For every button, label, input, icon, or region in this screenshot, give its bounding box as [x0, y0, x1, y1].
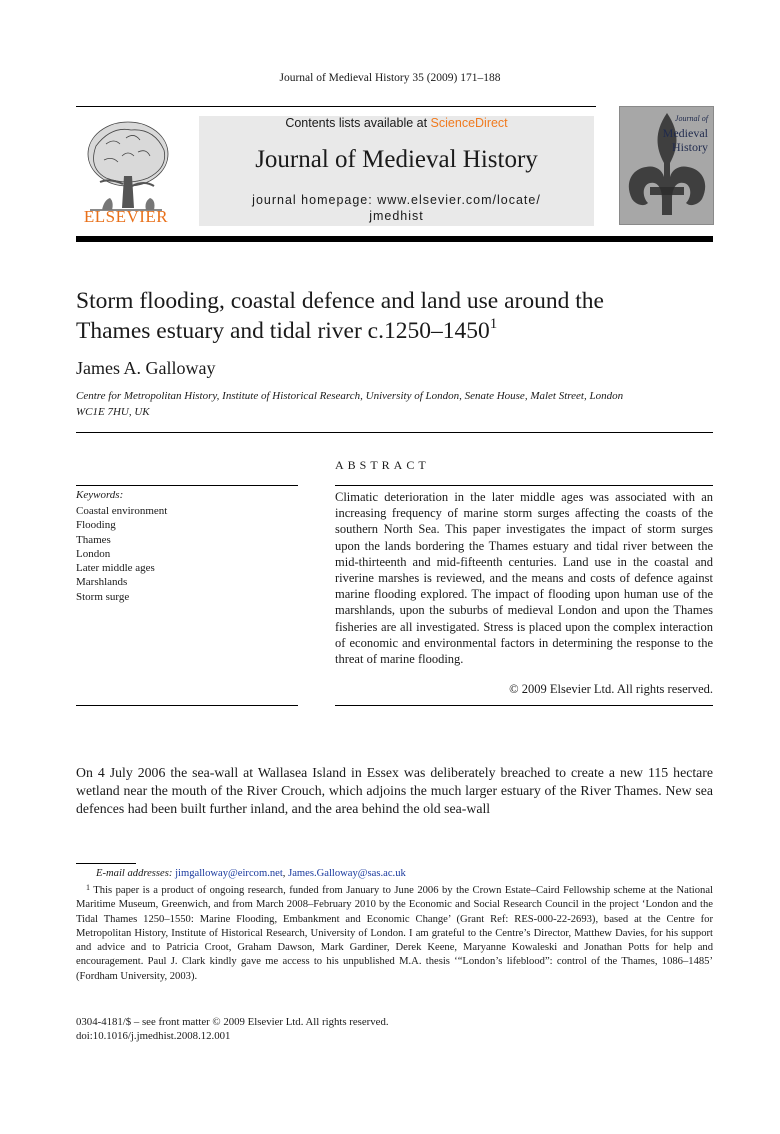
cover-line-2: Medieval [662, 126, 708, 140]
abstract-heading: ABSTRACT [335, 458, 430, 472]
title-line-1: Storm flooding, coastal defence and land use around the [76, 288, 604, 314]
title-line-2: Thames estuary and tidal river c.1250–1450 [76, 318, 490, 344]
keyword-item: London [76, 547, 111, 560]
abstract-top-rule [335, 485, 713, 486]
affiliation-line-1: Centre for Metropolitan History, Institute of Historical Research, University of London, Senate House, Malet Street, London [76, 390, 624, 402]
journal-title: Journal of Medieval History [255, 146, 538, 173]
footnote-rule [76, 863, 136, 864]
cover-title [632, 112, 712, 154]
abstract-text: Climatic deterioration in the later middle ages was associated with an increasing frequency of marine storm surges affecting the coasts of the southern North Sea. This paper investigates the impact of storm surges upon the lands bordering the Thames estuary and tidal river between the mid-thirteenth and mid-fifteenth centuries. Land use in the coastal and riverine marshes is reviewed, and the means and costs of defence against marine flooding explored. The impact of flooding upon human use of the marshlands, upon the suburbs of medieval London and upon the Thames fisheries are all investigated. Stress is placed upon the complex interaction of economic and environmental factors in determining the response to the threat of marine flooding. [335, 490, 713, 667]
email-link-1[interactable]: jimgalloway@eircom.net [175, 868, 283, 879]
journal-homepage[interactable] [199, 192, 594, 224]
keywords-heading: Keywords: [76, 489, 124, 501]
masthead-rule [76, 236, 713, 242]
abstract-copyright: © 2009 Elsevier Ltd. All rights reserved. [509, 682, 713, 696]
sciencedirect-link[interactable]: ScienceDirect [430, 116, 508, 130]
keyword-list [76, 504, 167, 604]
doi-line[interactable]: doi:10.1016/j.jmedhist.2008.12.001 [76, 1030, 231, 1042]
email-addresses [76, 868, 713, 879]
keyword-item: Later middle ages [76, 562, 155, 575]
keyword-item: Storm surge [76, 590, 130, 603]
keyword-item: Flooding [76, 519, 116, 532]
cover-line-1: Journal of [674, 114, 708, 123]
contents-prefix: Contents lists available at [285, 116, 431, 130]
cover-line-3: History [672, 140, 708, 154]
homepage-line-1: journal homepage: www.elsevier.com/locate/ [252, 193, 541, 207]
footnote-marker: 1 [86, 883, 90, 892]
keywords-bottom-rule [76, 705, 298, 706]
issn-line: 0304-4181/$ – see front matter © 2009 Elsevier Ltd. All rights reserved. [76, 1016, 389, 1028]
email-separator: , [282, 868, 289, 879]
email-link-2[interactable]: James.Galloway@sas.ac.uk [288, 868, 406, 879]
author-name: James A. Galloway [76, 358, 216, 378]
contents-available-line [199, 116, 594, 130]
abstract-bottom-rule [335, 705, 713, 706]
keyword-item: Thames [76, 533, 111, 546]
keyword-item: Marshlands [76, 576, 128, 589]
affiliation-line-2: WC1E 7HU, UK [76, 406, 150, 418]
publisher-name: ELSEVIER [83, 207, 169, 226]
body-paragraph: On 4 July 2006 the sea-wall at Wallasea Island in Essex was deliberately breached to create a new 115 hectare wetland near the mouth of the River Crouch, which adjoins the much larger estuary of the River Thames. New sea defences had been built further inland, and the area behind the old sea-wall [76, 765, 713, 816]
email-label: E-mail addresses: [96, 868, 173, 879]
author-affiliation [76, 388, 696, 420]
footnote-1 [76, 884, 713, 984]
homepage-line-2: jmedhist [369, 209, 424, 223]
keyword-item: Coastal environment [76, 505, 168, 517]
header-rule [76, 106, 596, 107]
article-title [76, 286, 716, 346]
keywords-top-rule [76, 485, 298, 486]
affiliation-rule [76, 432, 713, 433]
title-footnote-marker[interactable]: 1 [489, 316, 498, 332]
footnote-text: This paper is a product of ongoing research, funded from January to June 2006 by the Crown Estate–Caird Fellowship scheme at the National Maritime Museum, Greenwich, and from March 2008–February 2010 by the Economic and Social Research Council in the project ‘London and the Tidal Thames 1250–1550: Marine Flooding, Embankment and Economic Change’ (Grant Ref: RES-000-22-2693), based at the Centre for Metropolitan History, Institute of Historical Research, University of London. I am grateful to the Centre’s Director, Matthew Davies, for his support and advice and to Patricia Croot, Graham Dawson, Mark Gardiner, Derek Keene, Maryanne Kowaleski and Jonathan Potts for help and encouragement. Paul J. Clark kindly gave me access to his unpublished M.A. thesis ‘“London’s lifeblood”: control of the Thames, 1086–1485’ (Fordham University, 2003). [76, 885, 713, 982]
journal-citation: Journal of Medieval History 35 (2009) 171–188 [279, 72, 501, 84]
